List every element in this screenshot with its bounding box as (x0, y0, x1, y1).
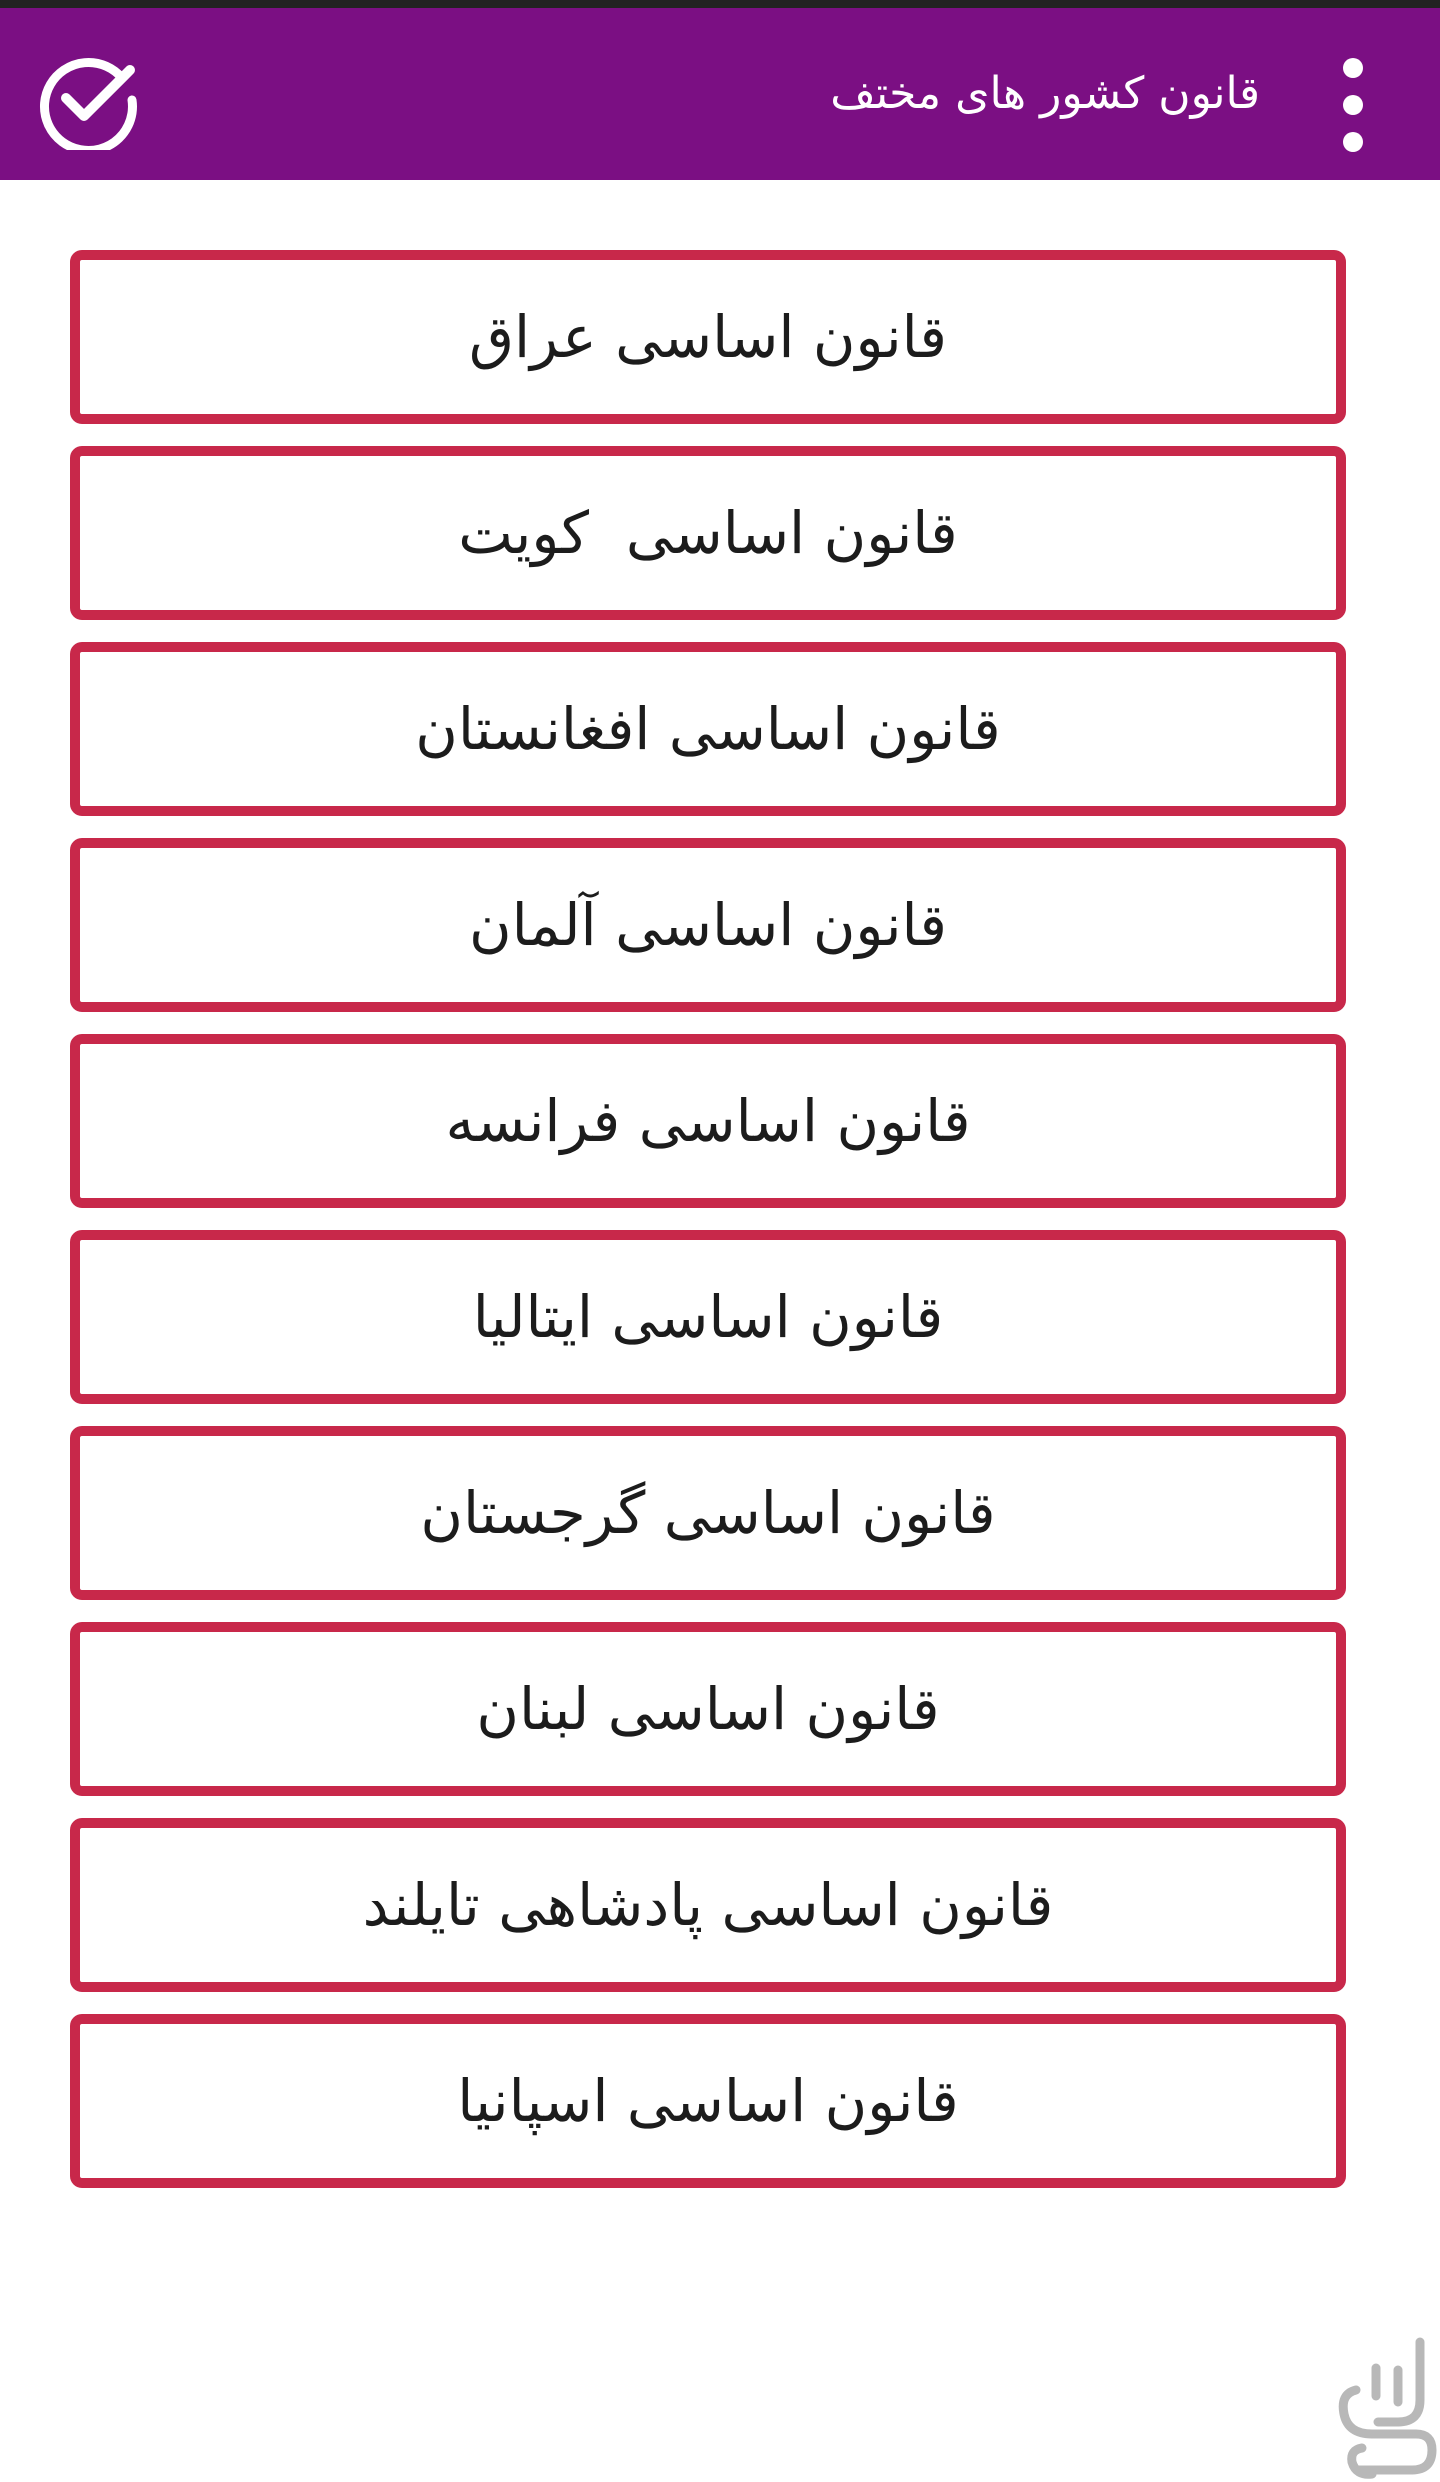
law-item-thailand[interactable] (70, 1818, 1346, 1992)
law-item-label: قانون اساسی عراق (468, 303, 948, 371)
law-item-spain[interactable] (70, 2014, 1346, 2188)
more-vert-icon[interactable] (1318, 50, 1388, 160)
law-item-label: قانون اساسی ایتالیا (472, 1283, 944, 1351)
app-title: قانون کشور های مختف (830, 68, 1260, 119)
status-bar (0, 0, 1440, 8)
law-item-label: قانون اساسی اسپانیا (457, 2067, 959, 2135)
law-item-label: قانون اساسی آلمان (469, 891, 947, 959)
law-item-label: قانون اساسی لبنان (476, 1675, 940, 1743)
law-item-label: قانون اساسی گرجستان (420, 1479, 996, 1547)
law-item-label: قانون اساسی فرانسه (445, 1087, 971, 1155)
app-bar (0, 8, 1440, 180)
law-item-lebanon[interactable] (70, 1622, 1346, 1796)
check-circle-icon (36, 46, 140, 150)
law-item-germany[interactable] (70, 838, 1346, 1012)
law-item-kuwait[interactable] (70, 446, 1346, 620)
law-item-georgia[interactable] (70, 1426, 1346, 1600)
law-list (70, 250, 1346, 2210)
law-item-iraq[interactable] (70, 250, 1346, 424)
law-item-italy[interactable] (70, 1230, 1346, 1404)
bazaar-logo-icon (1328, 2330, 1440, 2482)
law-item-label: قانون اساسی پادشاهی تایلند (362, 1871, 1054, 1939)
law-item-label: قانون اساسی کویت (458, 499, 958, 567)
law-item-label: قانون اساسی افغانستان (415, 695, 1001, 763)
law-item-france[interactable] (70, 1034, 1346, 1208)
law-item-afghanistan[interactable] (70, 642, 1346, 816)
